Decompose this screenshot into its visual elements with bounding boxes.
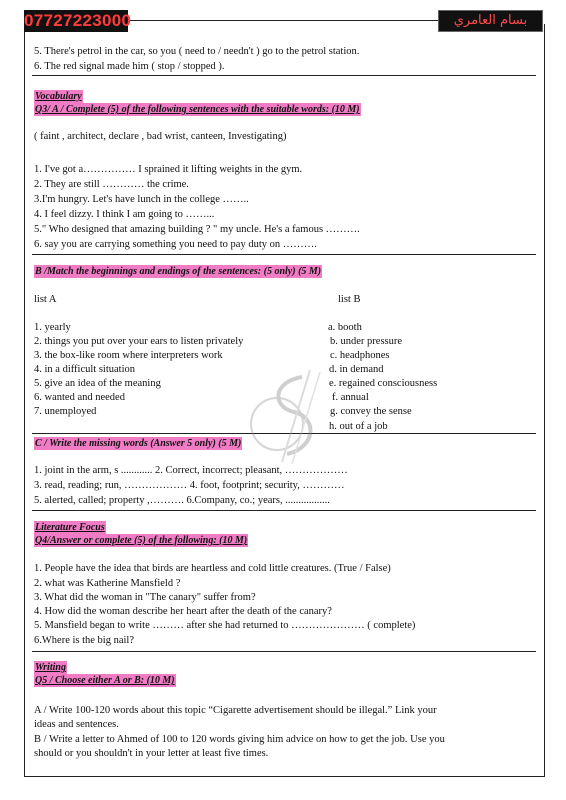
literature-item: 1. People have the idea that birds are heartless and cold little creatures. (True / False) [34,563,391,574]
list-a-item: 4. in a difficult situation [34,364,136,375]
header-rule [128,20,438,21]
writing-line: B / Write a letter to Ahmed of 100 to 120 words giving him advice on how to get the job. Use you [34,734,445,745]
literature-heading: Literature Focus [35,522,105,533]
match-heading: B /Match the beginnings and endings of the sentences: (5 only) (5 M) [35,266,322,277]
list-a-item: 2. things you put over your ears to listen privately [34,336,244,347]
section-divider [32,510,536,511]
q4-heading: Q4/Answer or complete (5) of the following: (10 M) [35,535,248,546]
list-a-item: 1. yearly [34,322,71,333]
vocab-sentence: 4. I feel dizzy. I think I am going to ……... [34,209,215,220]
list-a-item: 7. unemployed [34,406,97,417]
missing-words-row: 1. joint in the arm, s ............ 2. Correct, incorrect; pleasant, ……………… [34,465,348,476]
list-b-item: h. out of a job [329,421,388,432]
q5-heading: Q5 / Choose either A or B: (10 M) [35,675,175,686]
list-a-item: 6. wanted and needed [34,392,125,403]
literature-item: 2. what was Katherine Mansfield ? [34,578,181,589]
list-b-item: f. annual [332,392,369,403]
question-line: 6. The red signal made him ( stop / stopped ). [34,61,225,72]
q3-heading: Q3/ A / Complete (5) of the following sentences with the suitable words: (10 M) [35,104,360,115]
list-b-item: c. headphones [330,350,390,361]
phone-badge: 07727223000 [24,11,132,30]
writing-line: ideas and sentences. [34,719,119,730]
list-b-item: g. convey the sense [330,406,412,417]
literature-item: 5. Mansfield began to write ……… after she had returned to ………………… ( complete) [34,620,416,631]
list-a-item: 5. give an idea of the meaning [34,378,161,389]
list-b-item: d. in demand [329,364,384,375]
word-bank: ( faint , architect, declare , bad wrist, canteen, Investigating) [34,131,287,142]
writing-line: should or you shouldn't in your letter at least five times. [34,748,269,759]
section-divider [32,254,536,255]
vocab-sentence: 6. say you are carrying something you need to pay duty on ………. [34,239,317,250]
writing-line: A / Write 100-120 words about this topic “Cigarette advertisement should be illegal.” Link your [34,705,437,716]
list-a-label: list A [34,294,57,305]
writing-heading: Writing [35,662,66,673]
missing-words-row: 5. alerted, called; property ,………. 6.Company, co.; years, ................. [34,495,330,506]
list-b-label: list B [338,294,361,305]
list-b-item: b. under pressure [330,336,403,347]
literature-item: 6.Where is the big nail? [34,635,135,646]
teacher-name-badge: بسام العامري [438,10,543,32]
literature-item: 4. How did the woman describe her heart after the death of the canary? [34,606,332,617]
section-divider [32,651,536,652]
question-line: 5. There's petrol in the car, so you ( need to / needn't ) go to the petrol station. [34,46,360,57]
vocabulary-heading: Vocabulary [35,91,82,102]
list-b-item: a. booth [328,322,362,333]
vocab-sentence: 3.I'm hungry. Let's have lunch in the college …….. [34,194,249,205]
section-divider [32,75,536,76]
vocab-sentence: 1. I've got a…………… I sprained it lifting weights in the gym. [34,164,303,175]
vocab-sentence: 5." Who designed that amazing building ? " my uncle. He's a famous ………. [34,224,360,235]
list-a-item: 3. the box-like room where interpreters work [34,350,223,361]
literature-item: 3. What did the woman in "The canary" suffer from? [34,592,256,603]
vocab-sentence: 2. They are still ………… the crime. [34,179,189,190]
watermark-logo [232,362,352,472]
missing-words-heading: C / Write the missing words (Answer 5 only) (5 M) [35,438,242,449]
list-b-item: e. regained consciousness [329,378,438,389]
missing-words-row: 3. read, reading; run, ……………… 4. foot, footprint; security, ………… [34,480,345,491]
